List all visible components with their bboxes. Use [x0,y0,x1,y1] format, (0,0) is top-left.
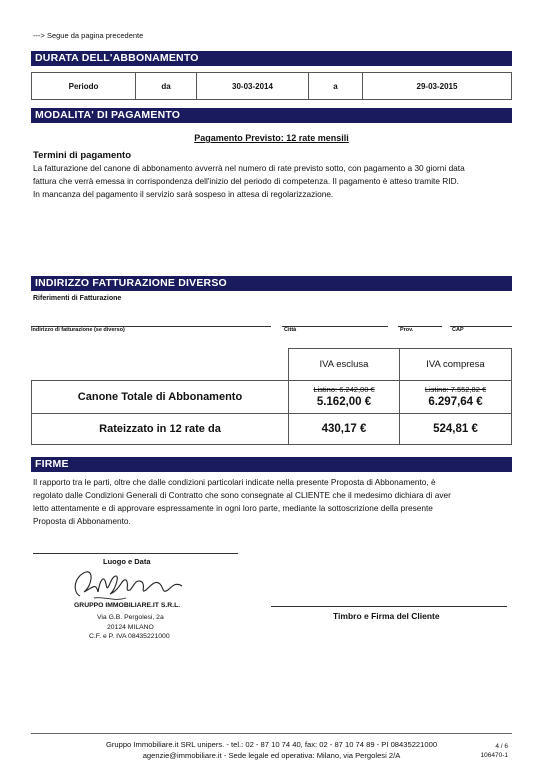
riferimenti-label: Riferimenti di Fatturazione [33,295,122,302]
firme-line-3: letto attentamente e di approvare espressamente in ogni loro parte, mediante la sottoscrizione della presente [33,503,433,513]
termini-text [33,162,513,201]
pagamento-header: MODALITA' DI PAGAMENTO [31,108,512,123]
prices-table [31,348,512,445]
period-table [31,72,512,100]
citta-line [282,326,388,327]
signature-image [64,562,194,607]
col-iva-compresa: IVA compresa [400,349,512,381]
citta-label: Città [284,327,297,333]
listino-compresa: Listino: 7.552,82 € [424,385,487,394]
prices-corner [32,349,289,381]
start-date: 30-03-2014 [197,73,309,100]
periodo-label: Periodo [32,73,136,100]
footer-text [31,739,512,761]
termini-title: Termini di pagamento [33,150,132,161]
col-iva-esclusa: IVA esclusa [289,349,400,381]
end-date: 29-03-2015 [363,73,512,100]
footer-line-1: Gruppo Immobiliare.it SRL unipers. - tel.: 02 - 87 10 74 40, fax: 02 - 87 10 74 89 - PI 08435221000 [105,740,438,749]
canone-label: Canone Totale di Abbonamento [32,381,289,414]
page-number: 4 / 6 [495,743,508,750]
stamp-piva: C.F. e P. IVA 08435221000 [89,633,170,640]
indirizzo-label: Indirizzo di fatturazione (se diverso) [31,327,125,333]
rate-label: Rateizzato in 12 rate da [32,414,289,445]
a-label: a [309,73,363,100]
luogo-data-label: Luogo e Data [103,557,151,566]
termini-line-3: In mancanza del pagamento il servizio sarà sospeso in attesa di regolarizzazione. [33,189,334,199]
rate-esclusa: 430,17 € [289,414,400,445]
firme-header: FIRME [31,457,512,472]
termini-line-2: fattura che verrà emessa in corrispondenza dell'inizio del periodo di competenza. Il pagamento è atteso tramite RID. [33,176,459,186]
listino-esclusa: Listino: 6.242,00 € [313,385,375,394]
durata-header: DURATA DELL'ABBONAMENTO [31,51,512,66]
firme-line-1: Il rapporto tra le parti, oltre che dalle condizioni particolari indicate nella presente Proposta di Abbonamento, è [33,477,436,487]
rate-compresa: 524,81 € [400,414,512,445]
stamp-company: GRUPPO IMMOBILIARE.IT S.R.L. [74,602,181,609]
fatturazione-header: INDIRIZZO FATTURAZIONE DIVERSO [31,276,512,291]
luogo-data-line [33,553,238,554]
timbro-label: Timbro e Firma del Cliente [333,611,440,621]
timbro-line [271,606,507,607]
footer-rule [31,733,512,734]
canone-compresa-cell [400,381,512,414]
doc-code: 106470-1 [480,752,508,759]
cap-label: CAP [452,327,464,333]
footer-line-2: agenzie@immobiliare.it - Sede legale ed operativa: Milano, via Pergolesi 2/A [142,751,401,760]
canone-esclusa: 5.162,00 € [316,396,372,408]
da-label: da [136,73,197,100]
canone-compresa: 6.297,64 € [428,396,483,408]
prov-label: Prov. [400,327,414,333]
stamp-city: 20124 MILANO [107,624,154,631]
stamp-address: Via G.B. Pergolesi, 2a [97,614,164,621]
continued-note: ---> Segue da pagina precedente [33,31,144,40]
canone-esclusa-cell [289,381,400,414]
pagamento-previsto: Pagamento Previsto: 12 rate mensili [194,133,349,143]
firme-line-4: Proposta di Abbonamento. [33,516,131,526]
footer-page-block [481,742,508,760]
termini-line-1: La fatturazione del canone di abbonamento avverrà nel numero di rate previsto sotto, con pagamento a 30 giorni data [33,163,465,173]
firme-text [33,476,513,528]
firme-line-2: regolato dalle Condizioni Generali di Contratto che sono consegnate al CLIENTE che il medesimo dichiara di aver [33,490,451,500]
